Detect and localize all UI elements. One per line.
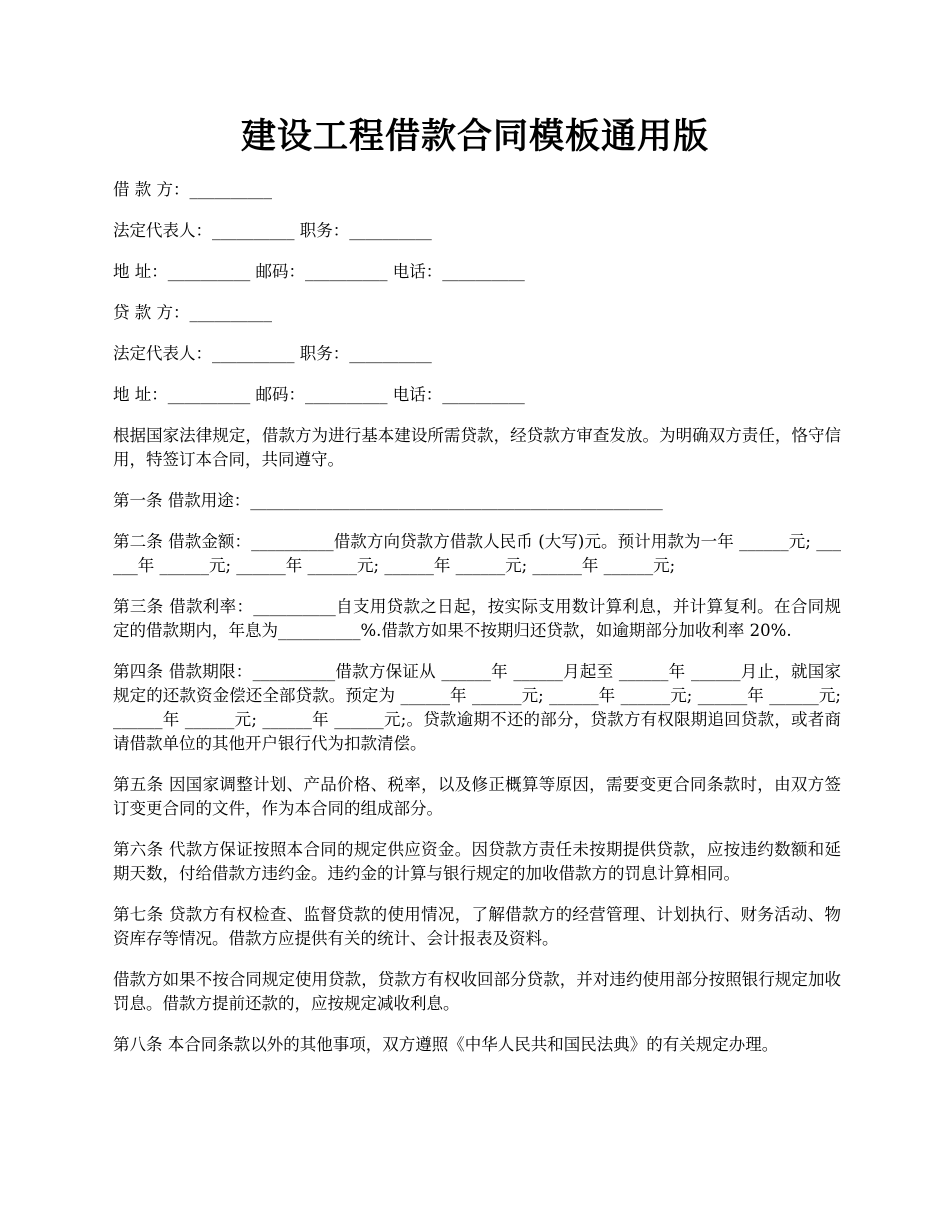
article-4-paragraph: 第四条 借款期限：__________借款方保证从 ______年 ______月起至 ______年 ______月止，就国家规定的还款资金偿还全部贷款。预定为 ______年 ______元; ______年 ______元; ______年 ______元; ______年 ______元; ______年 ______元;。贷款逾期不还的部分，贷款方有权限期追回贷款，或者商请借款单位的其他开户银行代为扣款清偿。 xyxy=(113,662,841,753)
document-body xyxy=(113,178,841,1074)
article-7-supplement-paragraph: 借款方如果不按合同规定使用贷款，贷款方有权收回部分贷款，并对违约使用部分按照银行规定加收罚息。借款方提前还款的，应按规定减收利息。 xyxy=(113,970,841,1013)
article-7-paragraph: 第七条 贷款方有权检查、监督贷款的使用情况，了解借款方的经营管理、计划执行、财务活动、物资库存等情况。借款方应提供有关的统计、会计报表及资料。 xyxy=(113,905,841,948)
article-1-paragraph: 第一条 借款用途：__________________________________________________ xyxy=(113,491,663,510)
page-title: 建设工程借款合同模板通用版 xyxy=(240,116,709,157)
preamble-paragraph: 根据国家法律规定，借款方为进行基本建设所需贷款，经贷款方审查发放。为明确双方责任，恪守信用，特签订本合同，共同遵守。 xyxy=(113,426,841,469)
article-5-paragraph: 第五条 因国家调整计划、产品价格、税率，以及修正概算等原因，需要变更合同条款时，由双方签订变更合同的文件，作为本合同的组成部分。 xyxy=(113,775,841,818)
borrower-address-line: 地 址：__________ 邮码：__________ 电话：__________ xyxy=(113,262,525,281)
article-2-paragraph: 第二条 借款金额：__________借款方向贷款方借款人民币 (大写)元。预计用款为一年 ______元; ______年 ______元; ______年 ______元; ______年 ______元; ______年 ______元; xyxy=(113,532,841,575)
article-8-paragraph: 第八条 本合同条款以外的其他事项，双方遵照《中华人民共和国民法典》的有关规定办理。 xyxy=(113,1035,779,1054)
lender-representative-line: 法定代表人：__________ 职务：__________ xyxy=(113,344,432,363)
borrower-representative-line: 法定代表人：__________ 职务：__________ xyxy=(113,221,432,240)
article-3-paragraph: 第三条 借款利率：__________自支用贷款之日起，按实际支用数计算利息，并计算复利。在合同规定的借款期内，年息为__________%.借款方如果不按期归还贷款，如逾期部分加收利率 20%. xyxy=(113,597,841,640)
borrower-name-line: 借 款 方：__________ xyxy=(113,180,272,199)
lender-name-line: 贷 款 方：__________ xyxy=(113,303,272,322)
lender-address-line: 地 址：__________ 邮码：__________ 电话：__________ xyxy=(113,385,525,404)
article-6-paragraph: 第六条 代款方保证按照本合同的规定供应资金。因贷款方责任未按期提供贷款，应按违约数额和延期天数，付给借款方违约金。违约金的计算与银行规定的加收借款方的罚息计算相同。 xyxy=(113,840,841,883)
